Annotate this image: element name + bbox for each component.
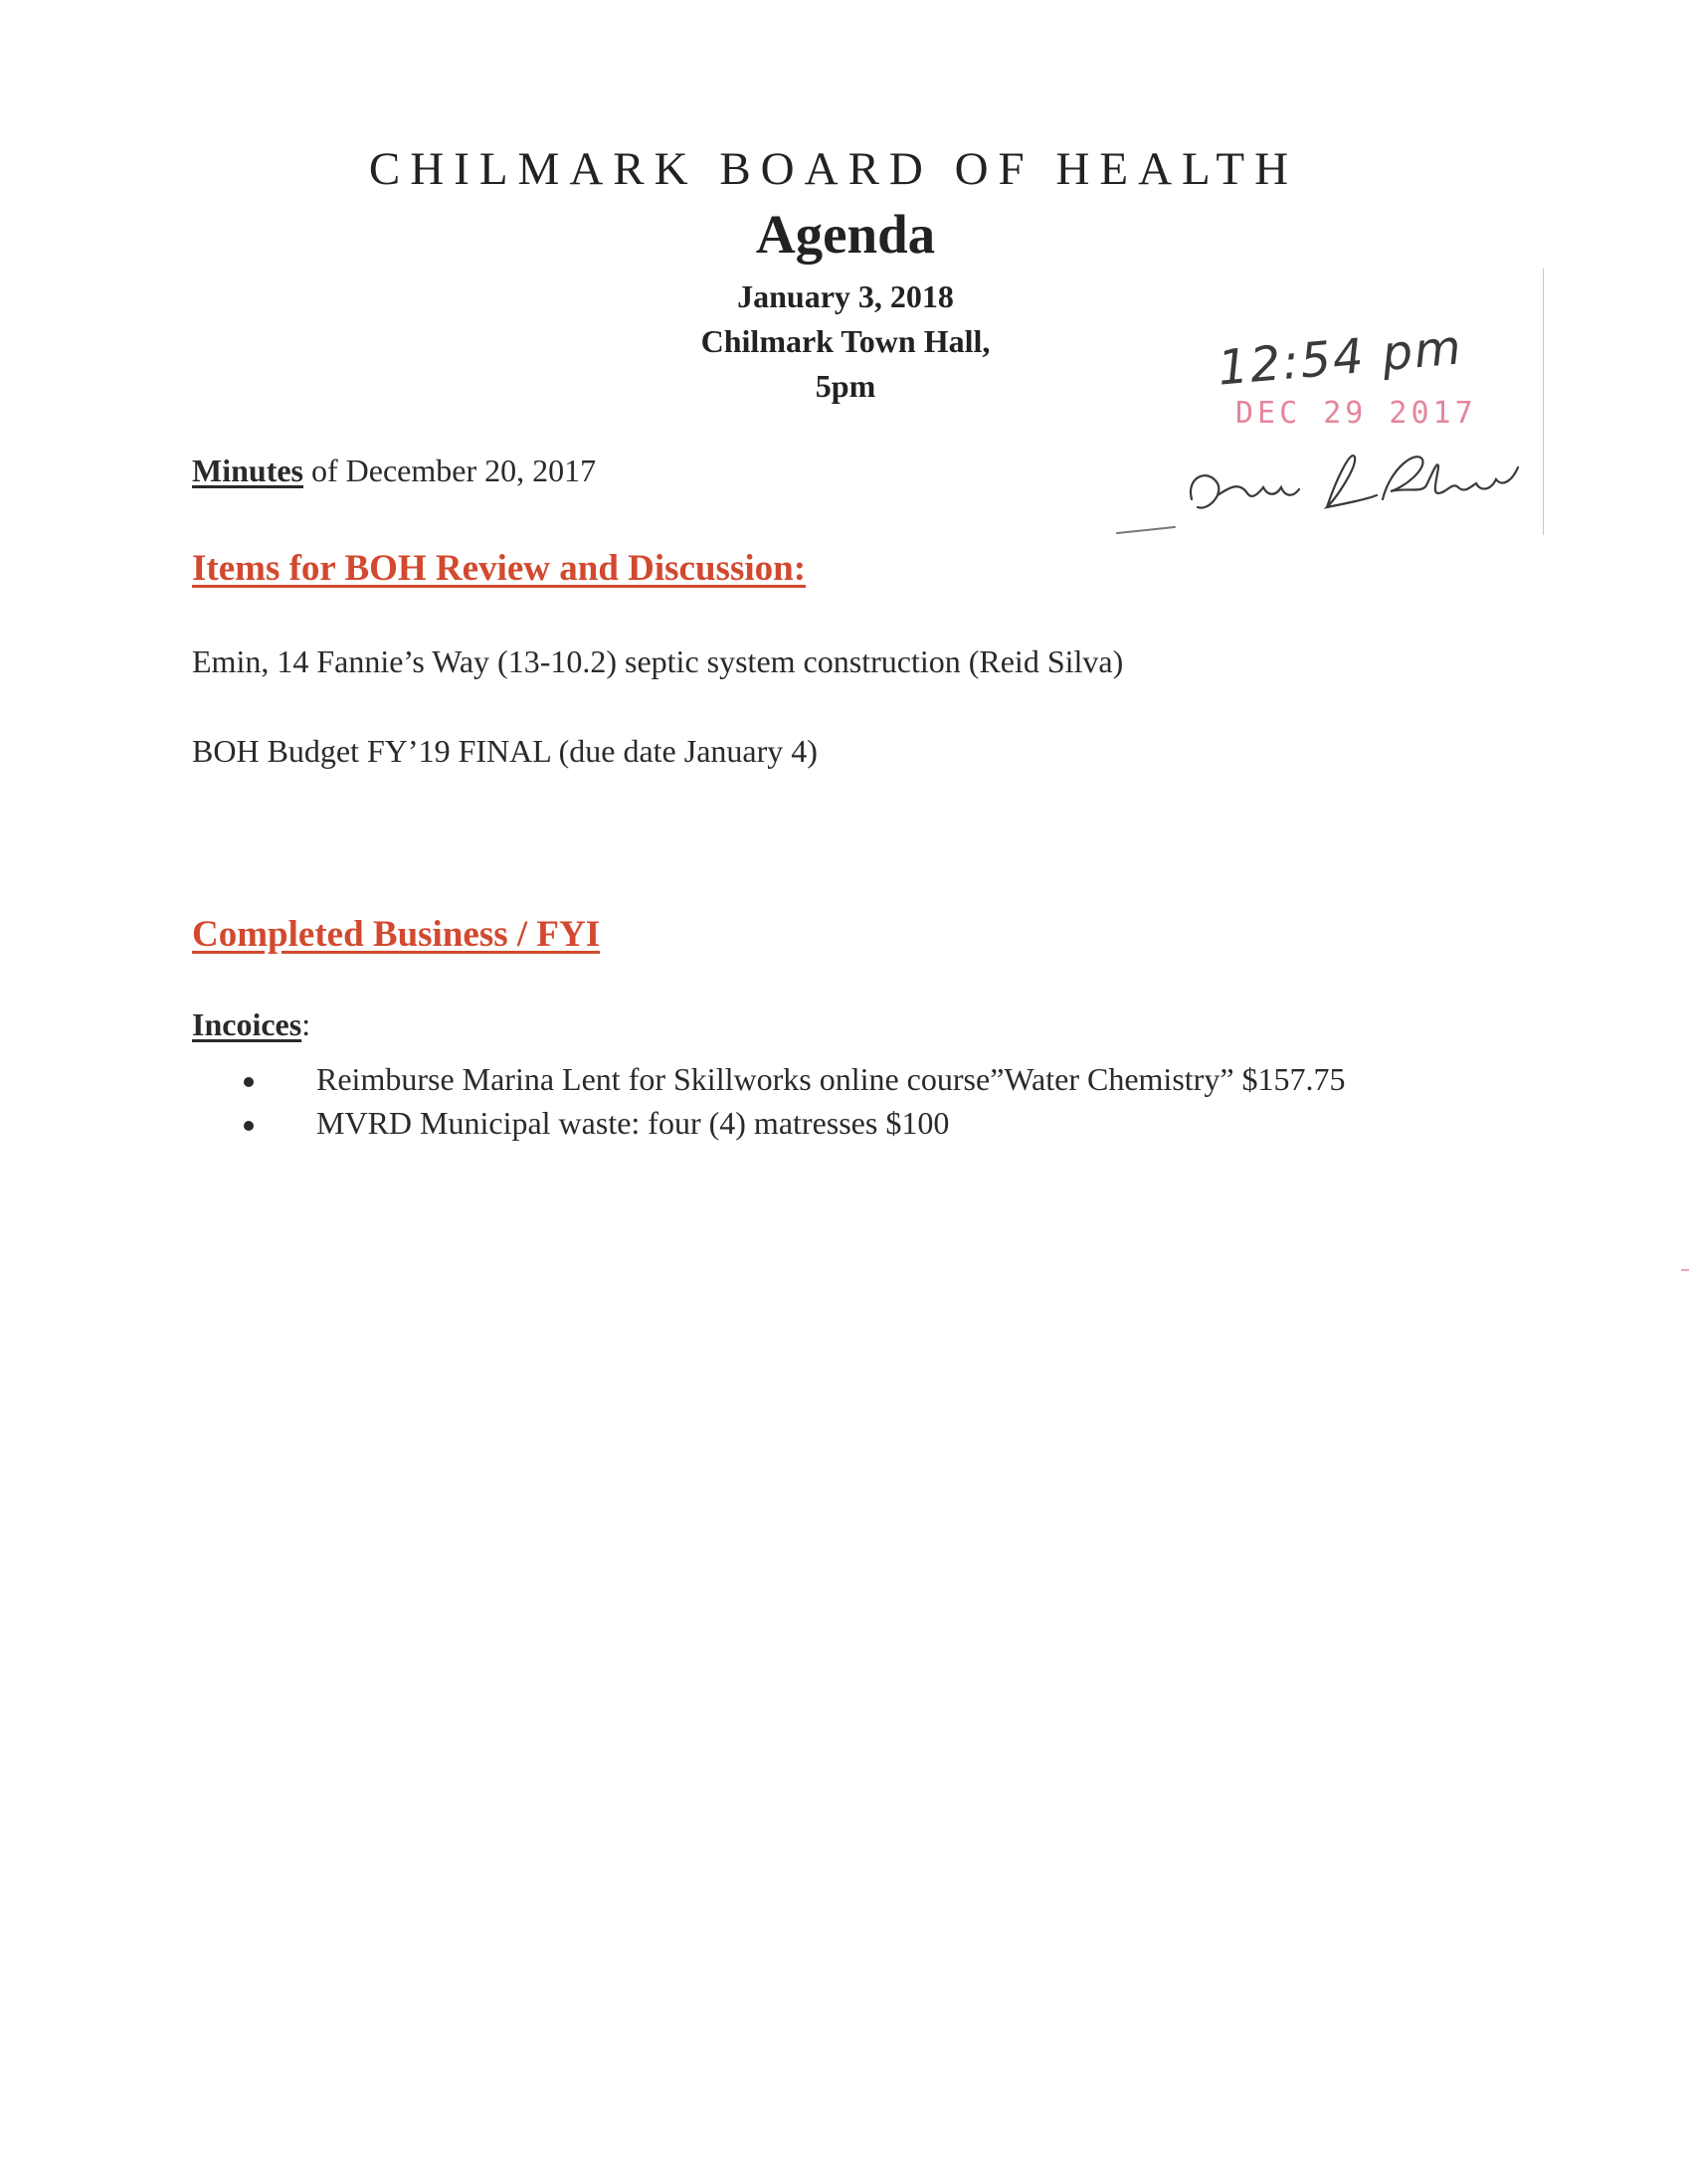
meeting-location: Chilmark Town Hall, — [700, 323, 991, 359]
meeting-time: 5pm — [815, 368, 876, 404]
signature-image — [1178, 438, 1526, 527]
stamp-border-edge — [1543, 269, 1544, 535]
agenda-title: Agenda — [755, 204, 936, 265]
scan-edge-mark — [1681, 1269, 1689, 1271]
organization-title: CHILMARK BOARD OF HEALTH — [368, 143, 1299, 195]
received-stamp — [1106, 261, 1544, 541]
minutes-line — [192, 453, 596, 489]
received-date-stamp: DEC 29 2017 — [1235, 396, 1477, 431]
bullet-icon — [244, 1077, 254, 1087]
completed-section-heading: Completed Business / FYI — [192, 914, 601, 955]
review-item: Emin, 14 Fannie’s Way (13-10.2) septic system construction (Reid Silva) — [192, 643, 1124, 679]
stamp-pen-mark — [1116, 526, 1176, 534]
invoices-label: Incoices — [192, 1006, 302, 1042]
minutes-date: of December 20, 2017 — [303, 453, 597, 488]
minutes-label: Minutes — [192, 453, 303, 488]
bullet-icon — [244, 1121, 254, 1131]
review-item: BOH Budget FY’19 FINAL (due date January 4) — [192, 733, 818, 769]
handwritten-time: 12:54 pm — [1216, 319, 1465, 397]
invoices-line — [192, 1006, 310, 1043]
meeting-date: January 3, 2018 — [737, 278, 954, 314]
invoice-text: MVRD Municipal waste: four (4) matresses $100 — [316, 1105, 950, 1141]
review-section-heading: Items for BOH Review and Discussion: — [192, 548, 807, 589]
invoices-colon: : — [301, 1006, 311, 1042]
invoice-text: Reimburse Marina Lent for Skillworks online course”Water Chemistry” $157.75 — [316, 1061, 1346, 1097]
